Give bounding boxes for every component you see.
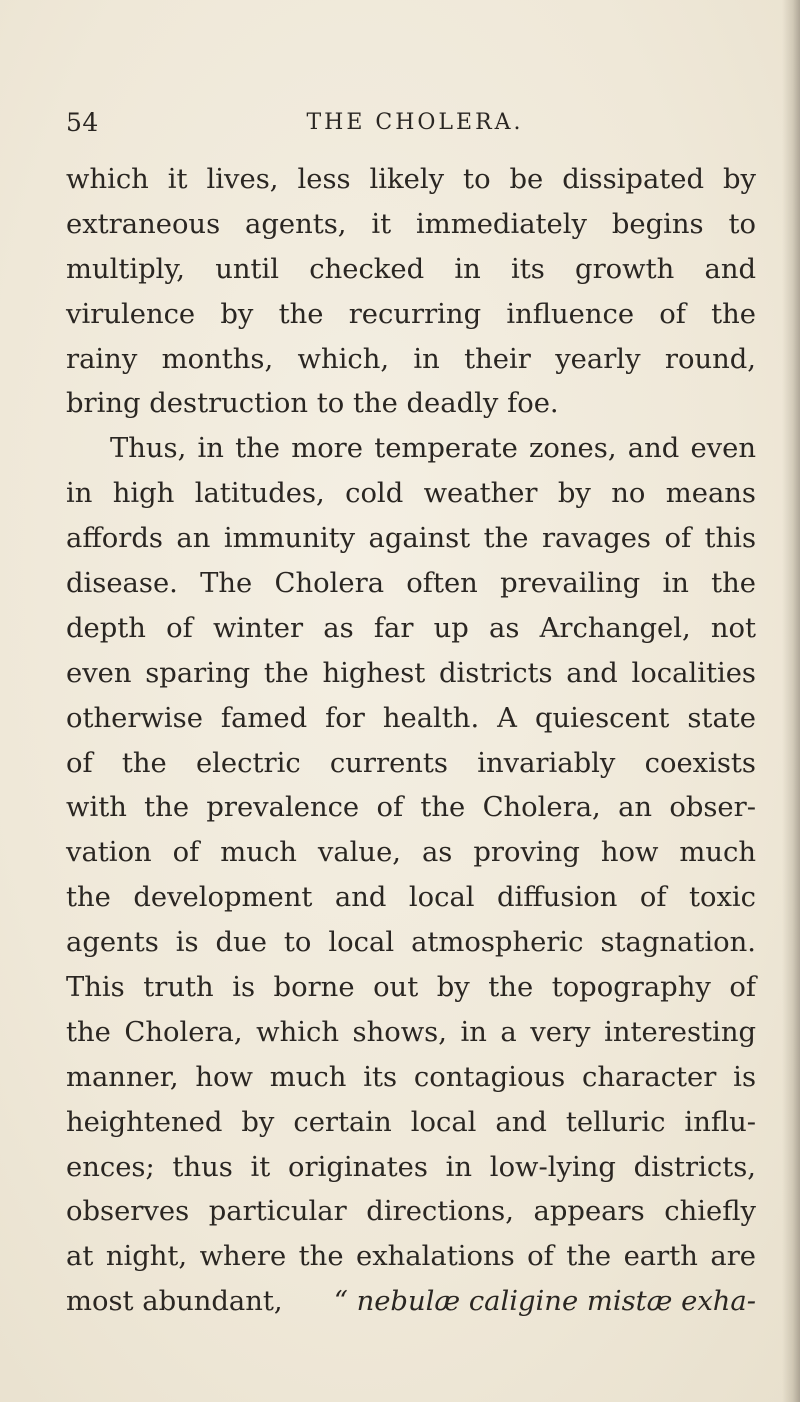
last-line-italic: “ nebulæ caligine mistæ exha- (333, 1286, 756, 1318)
page-edge-shadow (782, 0, 800, 1402)
text-line: which it lives, less likely to be dissipated by (66, 164, 756, 195)
text-line: multiply, until checked in its growth and (66, 253, 756, 285)
text-line: observes particular directions, appears chiefly (66, 1196, 756, 1228)
text-line: affords an immunity against the ravages of this (66, 523, 756, 555)
text-line-last (66, 1280, 756, 1325)
text-line: Thus, in the more temperate zones, and even (110, 433, 756, 465)
text-line: even sparing the highest districts and localities (66, 657, 756, 689)
body-text (66, 158, 756, 1325)
text-line: manner, how much its contagious character is (66, 1061, 756, 1093)
last-line-roman: most abundant, (66, 1286, 283, 1318)
page-header (66, 108, 726, 148)
text-line: in high latitudes, cold weather by no means (66, 478, 756, 510)
text-line: virulence by the recurring influence of the (66, 298, 756, 330)
text-line: vation of much value, as proving how much (66, 837, 756, 869)
text-line: rainy months, which, in their yearly round, (66, 343, 756, 375)
text-line: ences; thus it originates in low-lying districts, (66, 1151, 756, 1183)
text-line: at night, where the exhalations of the earth are (66, 1241, 756, 1273)
text-line: disease. The Cholera often prevailing in the (66, 568, 756, 600)
running-head: THE CHOLERA. (306, 110, 524, 135)
text-line: otherwise famed for health. A quiescent state (66, 702, 756, 734)
text-line: bring destruction to the deadly foe. (66, 388, 559, 420)
text-line: heightened by certain local and telluric influ- (66, 1106, 756, 1138)
text-line: the Cholera, which shows, in a very interesting (66, 1016, 756, 1048)
text-line: of the electric currents invariably coexists (66, 747, 756, 779)
page-number: 54 (66, 108, 99, 137)
text-line: depth of winter as far up as Archangel, not (66, 612, 756, 644)
text-line: with the prevalence of the Cholera, an obser- (66, 792, 756, 824)
text-line: This truth is borne out by the topography of (66, 972, 756, 1004)
text-line: extraneous agents, it immediately begins to (66, 208, 756, 240)
text-line: the development and local diffusion of toxic (66, 882, 756, 914)
text-line: agents is due to local atmospheric stagnation. (66, 927, 756, 959)
